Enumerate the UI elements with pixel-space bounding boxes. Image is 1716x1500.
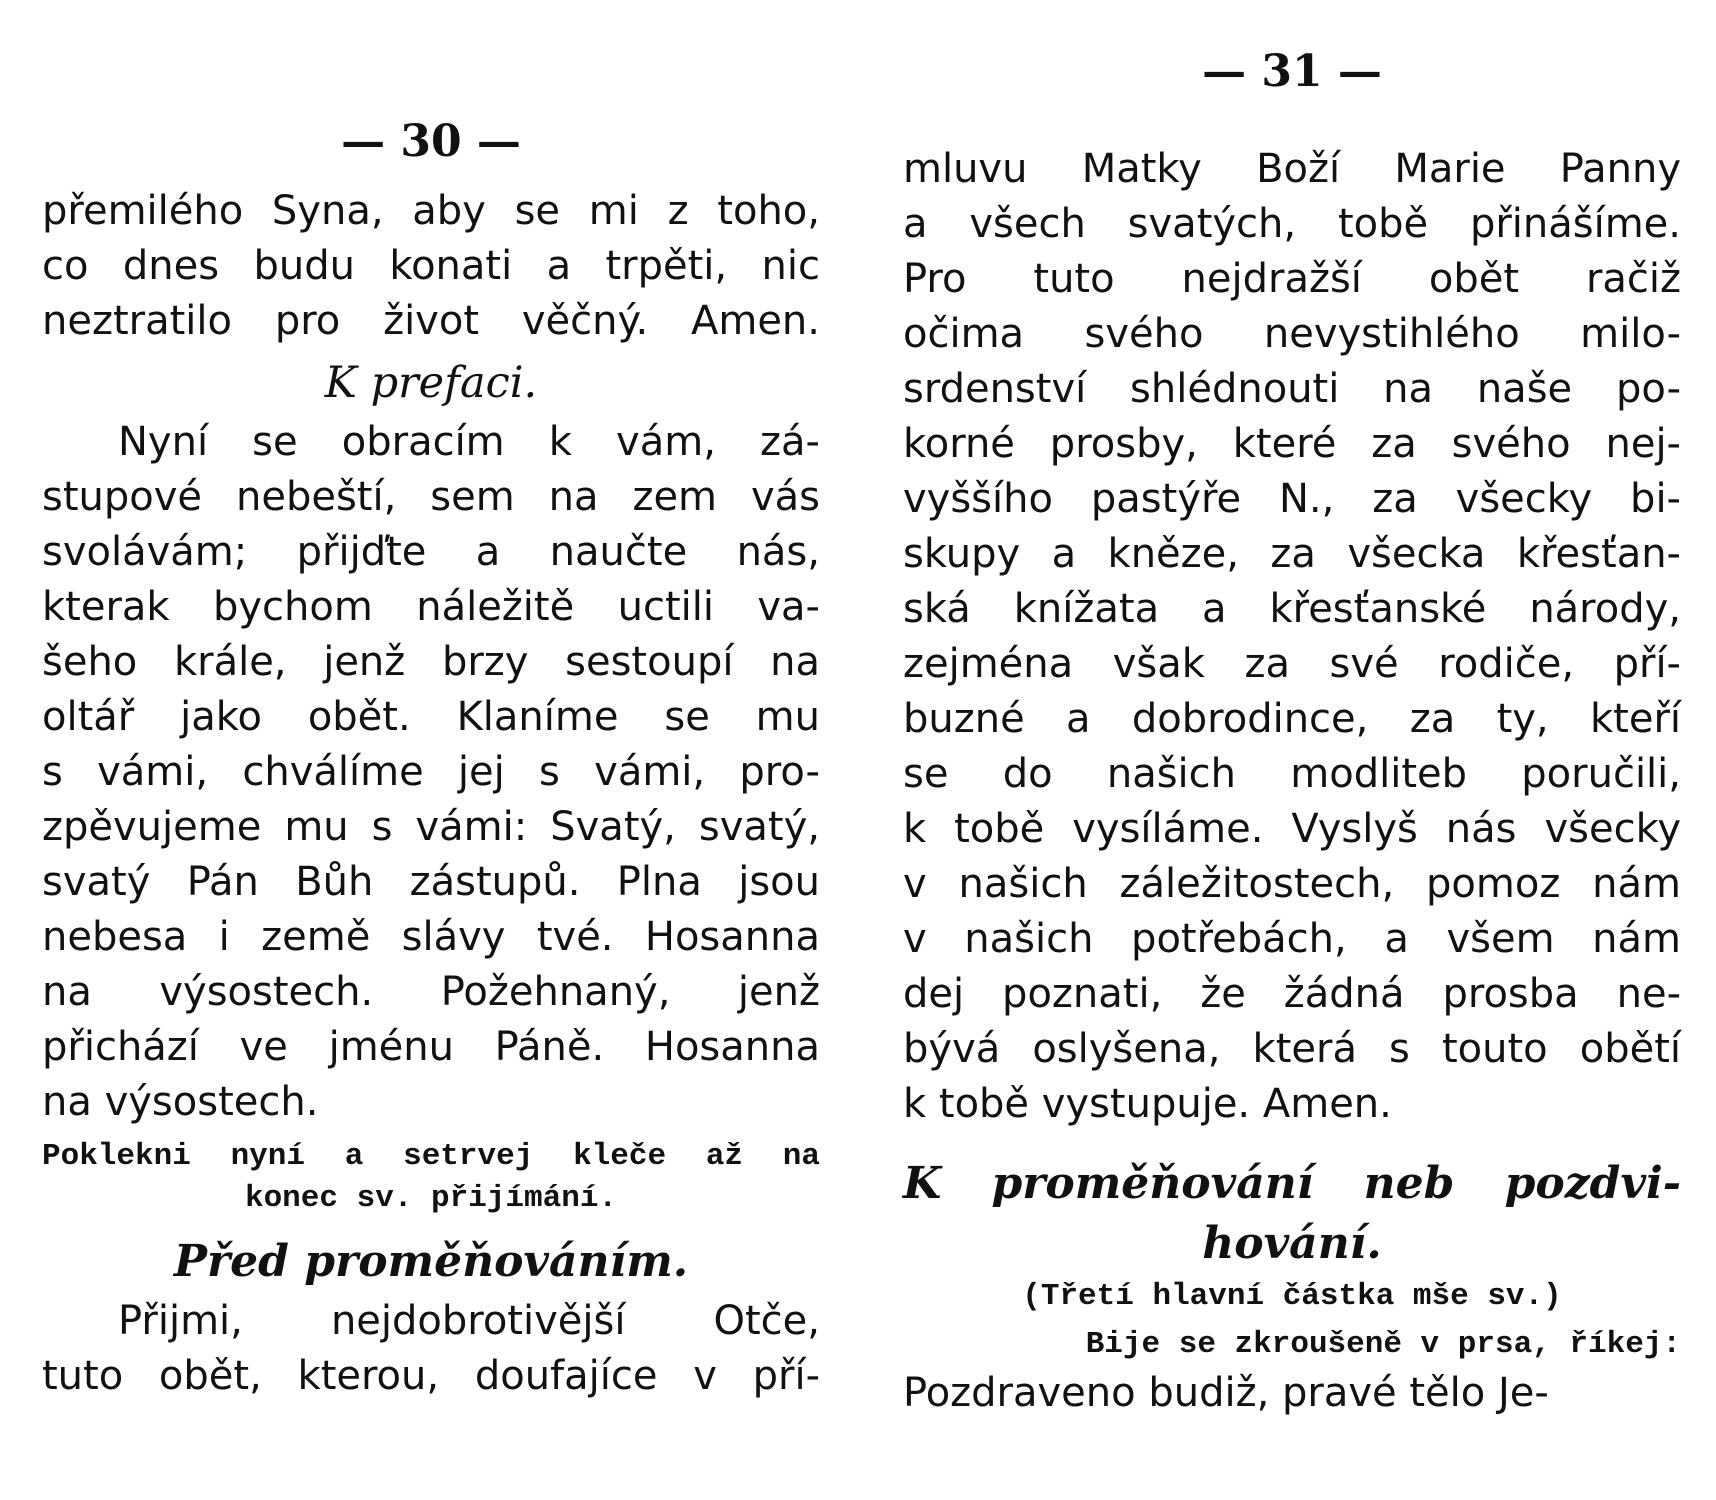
text-line: přichází ve jménu Páně. Hosanna [42, 1024, 820, 1070]
right-paragraph [903, 142, 1681, 1132]
rubric-bije-se: Bije se zkroušeně v prsa, říkej: [1085, 1327, 1681, 1362]
text-line: s vámi, chválíme jej s vámi, pro- [42, 749, 820, 795]
text-line: přemilého Syna, aby se mi z toho, [42, 188, 820, 234]
text-line: svatý Pán Bůh zástupů. Plna jsou [42, 859, 820, 905]
text-line: na výsostech. [42, 1079, 319, 1125]
text-line: stupové nebeští, sem na zem vás [42, 474, 820, 520]
text-line: tuto obět, kterou, doufajíce v pří- [42, 1353, 820, 1399]
text-line: buzné a dobrodince, za ty, kteří [903, 696, 1681, 742]
text-line: zpěvujeme mu s vámi: Svatý, svatý, [42, 804, 820, 850]
text-line: v našich záležitostech, pomoz nám [903, 861, 1681, 907]
closing-line: Pozdraveno budiž, pravé tělo Je- [903, 1370, 1549, 1416]
text-line: očima svého nevystihlého milo- [903, 311, 1681, 357]
text-line: srdenství shlédnouti na naše po- [903, 366, 1681, 412]
text-line: a všech svatých, tobě přinášíme. [903, 201, 1681, 247]
text-line: nebesa i země slávy tvé. Hosanna [42, 914, 820, 960]
text-line: neztratilo pro život věčný. Amen. [42, 298, 820, 344]
text-line: bývá oslyšena, která s touto obětí [903, 1026, 1681, 1072]
rubric-poklekni [42, 1136, 820, 1220]
heading-pred-promenovanim: Před proměňováním. [173, 1236, 689, 1287]
text-line: na výsostech. Požehnaný, jenž [42, 969, 820, 1015]
right-page [903, 0, 1681, 1421]
text-line: se do našich modliteb poručili, [903, 751, 1681, 797]
text-line: mluvu Matky Boží Marie Panny [903, 146, 1681, 192]
text-line: k tobě vysíláme. Vyslyš nás všecky [903, 806, 1681, 852]
text-line: oltář jako obět. Klaníme se mu [42, 694, 820, 740]
pred-paragraph [42, 1294, 820, 1404]
subheading-treti-castka: (Třetí hlavní částka mše sv.) [1022, 1279, 1562, 1314]
text-line: zejména však za své rodiče, pří- [903, 641, 1681, 687]
text-line: dej poznati, že žádná prosba ne- [903, 971, 1681, 1017]
heading-line: hování. [1202, 1218, 1382, 1269]
text-line: v našich potřebách, a všem nám [903, 916, 1681, 962]
text-line: k tobě vystupuje. Amen. [903, 1081, 1392, 1127]
text-line: kterak bychom náležitě uctili va- [42, 584, 820, 630]
page-number-31: — 31 — [1202, 46, 1382, 97]
rubric-line: konec sv. přijímání. [244, 1181, 618, 1216]
text-line: vyššího pastýře N., za všecky bi- [903, 476, 1681, 522]
text-line: co dnes budu konati a trpěti, nic [42, 243, 820, 289]
heading-line: K proměňování neb pozdvi- [903, 1158, 1681, 1209]
heading-k-prefaci: K prefaci. [324, 358, 538, 408]
text-line: skupy a kněze, za všecka křesťan- [903, 531, 1681, 577]
opening-paragraph [42, 184, 820, 349]
text-line: korné prosby, které za svého nej- [903, 421, 1681, 467]
text-line: šeho krále, jenž brzy sestoupí na [42, 639, 820, 685]
page-number-30: — 30 — [341, 116, 521, 167]
text-line: Pro tuto nejdražší obět račiž [903, 256, 1681, 302]
text-line: ská knížata a křesťanské národy, [903, 586, 1681, 632]
left-page [42, 0, 820, 1404]
prefaci-paragraph [42, 415, 820, 1130]
text-line: Přijmi, nejdobrotivější Otče, [118, 1298, 820, 1344]
heading-k-promenovani [903, 1154, 1681, 1274]
rubric-line: Poklekni nyní a setrvej kleče až na [42, 1139, 820, 1174]
text-line: svolávám; přijďte a naučte nás, [42, 529, 820, 575]
text-line: Nyní se obracím k vám, zá- [118, 419, 820, 465]
